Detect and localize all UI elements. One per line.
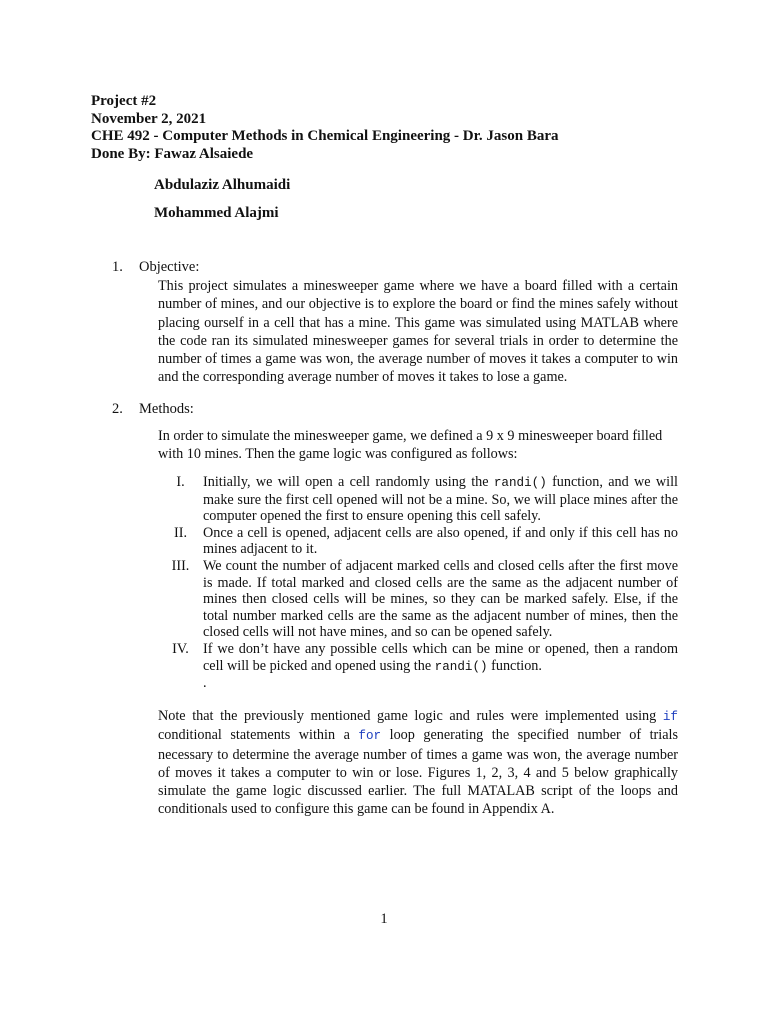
list-item xyxy=(158,641,678,675)
list-item-text: We count the number of adjacent marked cells and closed cells after the first move is made. If total marked and closed cells are the same as the adjacent number of mines then closed cells will be mines, so they can be marked safely. Else, if the total number marked cells are the same as the adjacent number of mines, then the closed cells will not have mines, and so can be opened safely. xyxy=(203,557,678,641)
list-item xyxy=(158,525,678,558)
project-title: Project #2 xyxy=(91,93,157,109)
document-header xyxy=(91,93,559,163)
list-numeral: II. xyxy=(174,524,187,541)
methods-heading xyxy=(112,401,194,418)
trailing-dot: . xyxy=(203,675,207,692)
list-numeral: I. xyxy=(176,474,185,490)
objective-heading xyxy=(112,259,199,276)
objective-paragraph: This project simulates a minesweeper game where we have a board filled with a certain number of mines, and our objective is to explore the board or find the mines safely without placing ourself in a cell that has a mine. This game was simulated using MATLAB where the code ran its simulated minesweeper games for several trials in order to determine the number of times a game was won, the average number of moves it takes a computer to win and the corresponding average number of moves it takes to lose a game. xyxy=(158,278,678,386)
code-randi: randi() xyxy=(434,659,488,674)
coauthor-1: Abdulaziz Alhumaidi xyxy=(154,177,291,193)
game-logic-list xyxy=(158,474,678,692)
page-number: 1 xyxy=(380,911,388,927)
list-item xyxy=(158,558,678,641)
methods-number: 2. xyxy=(112,401,123,417)
list-item-text: Initially, we will open a cell randomly using the randi() function, and we will make sure the first cell opened will not be a mine. So, we will place mines after the computer opened the first to ensure opening this cell safely. xyxy=(203,474,678,525)
list-item xyxy=(158,474,678,525)
list-numeral: IV. xyxy=(172,640,189,657)
list-item-text: If we don’t have any possible cells which can be mine or opened, then a random cell will be picked and opened using the randi() function. xyxy=(203,640,678,674)
course-title: CHE 492 - Computer Methods in Chemical Engineering - Dr. Jason Bara xyxy=(91,128,559,144)
methods-intro: In order to simulate the minesweeper game, we defined a 9 x 9 minesweeper board filled with 10 mines. Then the game logic was configured as follows: xyxy=(158,428,663,463)
author-line: Done By: Fawaz Alsaiede xyxy=(91,145,254,162)
methods-note-paragraph: Note that the previously mentioned game logic and rules were implemented using if conditional statements within a for loop generating the specified number of trials necessary to determine the average number of times a game was won, the average number of moves it takes a computer to win or lose. Figures 1, 2, 3, 4 and 5 below graphically simulate the game logic discussed earlier. The full MATALAB script of the loops and conditionals used to configure this game can be found in Appendix A. xyxy=(158,708,678,818)
keyword-if: if xyxy=(662,710,678,724)
project-date: November 2, 2021 xyxy=(91,110,207,127)
keyword-for: for xyxy=(358,729,382,744)
list-numeral: III. xyxy=(171,557,190,574)
methods-title: Methods: xyxy=(139,401,194,417)
list-item-text: Once a cell is opened, adjacent cells are also opened, if and only if this cell has no mines adjacent to it. xyxy=(203,524,678,558)
objective-number: 1. xyxy=(112,259,123,275)
coauthor-2: Mohammed Alajmi xyxy=(154,205,279,221)
objective-title: Objective: xyxy=(139,259,200,275)
code-randi: randi() xyxy=(493,476,547,490)
